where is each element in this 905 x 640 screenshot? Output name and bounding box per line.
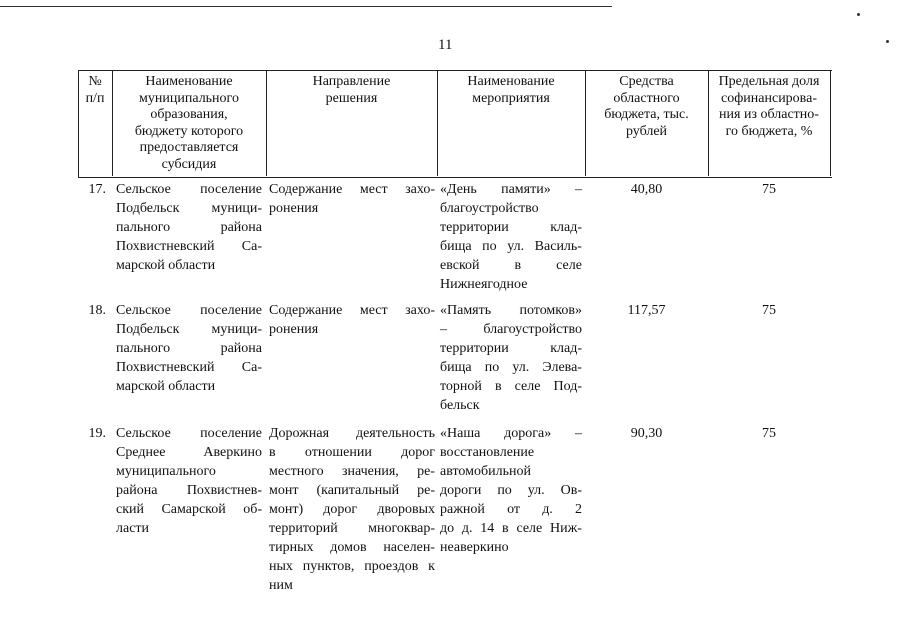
municipality-line-word: поселение bbox=[200, 303, 262, 318]
municipality-line bbox=[116, 301, 262, 320]
direction-line-word: захо- bbox=[405, 303, 435, 318]
event-line-word: по bbox=[497, 483, 512, 498]
event-line-word: Под- bbox=[553, 379, 582, 394]
event-line-word: памяти» bbox=[501, 182, 551, 197]
header-direction: Направление решения bbox=[312, 74, 391, 106]
direction-line bbox=[269, 500, 435, 519]
municipality-line bbox=[116, 500, 262, 519]
municipality-line-word: района bbox=[220, 220, 262, 235]
row-municipality bbox=[116, 180, 262, 275]
municipality-line-word: поселение bbox=[200, 426, 262, 441]
event-line-word: дорога» bbox=[504, 426, 552, 441]
event-line-word: бища bbox=[440, 239, 472, 254]
direction-line-word: отношении bbox=[304, 445, 372, 460]
direction-line-word: мест bbox=[359, 303, 388, 318]
row-share: 75 bbox=[762, 303, 776, 318]
row-municipality bbox=[116, 301, 262, 396]
row-event bbox=[440, 424, 582, 557]
direction-line bbox=[269, 519, 435, 538]
event-line-word: «Память bbox=[440, 303, 492, 318]
direction-line-word: ных bbox=[269, 559, 293, 574]
event-line-word: – bbox=[574, 426, 582, 441]
municipality-line-word: ский bbox=[116, 502, 144, 517]
event-line-word: благоустройство bbox=[483, 322, 582, 337]
direction-line bbox=[269, 180, 435, 199]
municipality-line-word: района bbox=[116, 483, 158, 498]
municipality-line-word: Самарской bbox=[161, 502, 226, 517]
header-event: Наименование мероприятия bbox=[467, 74, 555, 106]
municipality-line-word: Сельское bbox=[116, 426, 171, 441]
event-line-word: евской bbox=[440, 258, 480, 273]
municipality-line bbox=[116, 320, 262, 339]
direction-line-word: местного bbox=[269, 464, 324, 479]
municipality-line: ласти bbox=[116, 521, 150, 536]
event-line-word: Василь- bbox=[534, 239, 582, 254]
row-funds: 40,80 bbox=[630, 182, 663, 197]
row-event bbox=[440, 301, 582, 415]
event-line bbox=[440, 339, 582, 358]
municipality-line-word: пального bbox=[116, 220, 171, 235]
municipality-line bbox=[116, 339, 262, 358]
row-direction bbox=[269, 424, 435, 595]
municipality-line bbox=[116, 358, 262, 377]
municipality-line-word: Среднее bbox=[116, 445, 166, 460]
event-line bbox=[440, 481, 582, 500]
direction-line-word: монт bbox=[269, 483, 299, 498]
municipality-line-word: муници- bbox=[211, 322, 262, 337]
municipality-line: марской области bbox=[116, 258, 216, 273]
direction-line-word: деятельность bbox=[355, 426, 435, 441]
event-line-word: – bbox=[575, 182, 582, 197]
event-line-word: «Наша bbox=[440, 426, 481, 441]
event-line-word: ул. bbox=[512, 360, 530, 375]
event-line-word: Ов- bbox=[560, 483, 582, 498]
event-line-word: селе bbox=[514, 379, 541, 394]
event-line-word: д. bbox=[542, 502, 553, 517]
event-line bbox=[440, 500, 582, 519]
row-funds: 90,30 bbox=[630, 426, 663, 441]
event-line bbox=[440, 358, 582, 377]
event-line bbox=[440, 301, 582, 320]
direction-line-word: пунктов, bbox=[302, 559, 355, 574]
direction-line-word: дорог bbox=[401, 445, 435, 460]
direction-line-word: Дорожная bbox=[269, 426, 330, 441]
page-number: 11 bbox=[438, 37, 453, 53]
column-divider bbox=[830, 70, 831, 176]
direction-line-word: к bbox=[428, 559, 435, 574]
event-line-word: клад- bbox=[550, 341, 582, 356]
municipality-line bbox=[116, 481, 262, 500]
event-line: восстановление bbox=[440, 445, 535, 460]
row-number: 19. bbox=[88, 426, 106, 441]
direction-line-word: захо- bbox=[405, 182, 435, 197]
municipality-line bbox=[116, 199, 262, 218]
row-direction bbox=[269, 301, 435, 339]
event-line-word: 2 bbox=[575, 502, 582, 517]
event-line-word: торной bbox=[440, 379, 482, 394]
event-line-word: ул. bbox=[527, 483, 545, 498]
direction-line-word: ре- bbox=[417, 483, 435, 498]
municipality-line-word: Са- bbox=[241, 239, 262, 254]
event-line-word: территории bbox=[440, 220, 509, 235]
municipality-line-word: Похвистневский bbox=[116, 360, 215, 375]
direction-line bbox=[269, 443, 435, 462]
direction-line bbox=[269, 462, 435, 481]
event-line bbox=[440, 320, 582, 339]
scan-speck bbox=[857, 13, 860, 16]
direction-line: ним bbox=[269, 578, 293, 593]
event-line-word: д. bbox=[461, 521, 473, 536]
row-municipality bbox=[116, 424, 262, 538]
row-number: 17. bbox=[88, 182, 106, 197]
event-line: благоустройство bbox=[440, 201, 539, 216]
event-line-word: ул. bbox=[507, 239, 525, 254]
event-line bbox=[440, 424, 582, 443]
direction-line-word: проездов bbox=[364, 559, 419, 574]
municipality-line-word: Похвистнев- bbox=[186, 483, 262, 498]
municipality-line-word: Подбельск bbox=[116, 322, 180, 337]
direction-line bbox=[269, 424, 435, 443]
direction-line-word: дорог bbox=[323, 502, 358, 517]
event-line-word: бища bbox=[440, 360, 472, 375]
event-line bbox=[440, 180, 582, 199]
event-line-word: «День bbox=[440, 182, 477, 197]
direction-line-word: многоквар- bbox=[368, 521, 435, 536]
direction-line-word: тирных bbox=[269, 540, 314, 555]
header-municipality: Наименование муниципального образования, бюджету которого предоставляется субсидия bbox=[134, 74, 244, 172]
municipality-line-word: пального bbox=[116, 341, 171, 356]
direction-line: ронения bbox=[269, 322, 319, 337]
direction-line-word: Содержание bbox=[269, 182, 343, 197]
municipality-line-word: Аверкино bbox=[203, 445, 262, 460]
event-line bbox=[440, 377, 582, 396]
direction-line-word: Содержание bbox=[269, 303, 343, 318]
header-share: Предельная доля софинансирова- ния из областно- го бюджета, % bbox=[718, 74, 820, 139]
direction-line-word: (капитальный bbox=[316, 483, 400, 498]
direction-line-word: мест bbox=[359, 182, 388, 197]
municipality-line-word: района bbox=[220, 341, 262, 356]
header-number: № п/п bbox=[85, 74, 105, 106]
direction-line bbox=[269, 481, 435, 500]
event-line-word: клад- bbox=[550, 220, 582, 235]
row-share: 75 bbox=[762, 426, 776, 441]
event-line-word: в bbox=[514, 258, 522, 273]
event-line-word: ражной bbox=[440, 502, 485, 517]
direction-line bbox=[269, 538, 435, 557]
direction-line bbox=[269, 557, 435, 576]
municipality-line-word: Сельское bbox=[116, 303, 171, 318]
direction-line: ронения bbox=[269, 201, 319, 216]
top-rule bbox=[0, 6, 612, 7]
direction-line-word: дворовых bbox=[377, 502, 435, 517]
event-line bbox=[440, 237, 582, 256]
direction-line-word: территорий bbox=[269, 521, 338, 536]
event-line-word: территории bbox=[440, 341, 509, 356]
event-line bbox=[440, 218, 582, 237]
scan-speck bbox=[886, 40, 889, 43]
event-line: бельск bbox=[440, 398, 480, 413]
event-line-word: потомков» bbox=[519, 303, 582, 318]
header-funds: Средства областного бюджета, тыс. рублей bbox=[604, 74, 689, 139]
municipality-line: марской области bbox=[116, 379, 216, 394]
event-line-word: Элева- bbox=[542, 360, 582, 375]
direction-line-word: населен- bbox=[383, 540, 435, 555]
event-line bbox=[440, 519, 582, 538]
event-line-word: в bbox=[502, 521, 509, 536]
event-line: автомобильной bbox=[440, 464, 531, 479]
direction-line-word: монт) bbox=[269, 502, 304, 517]
row-event bbox=[440, 180, 582, 294]
row-share: 75 bbox=[762, 182, 776, 197]
municipality-line-word: поселение bbox=[200, 182, 262, 197]
municipality-line bbox=[116, 424, 262, 443]
event-line: Нижнеягодное bbox=[440, 277, 528, 292]
municipality-line bbox=[116, 218, 262, 237]
row-direction bbox=[269, 180, 435, 218]
municipality-line-word: об- bbox=[243, 502, 262, 517]
event-line-word: в bbox=[494, 379, 502, 394]
municipality-line bbox=[116, 443, 262, 462]
direction-line-word: ре- bbox=[417, 464, 435, 479]
event-line-word: Ниж- bbox=[550, 521, 582, 536]
municipality-line-word: Подбельск bbox=[116, 201, 180, 216]
direction-line-word: значения, bbox=[341, 464, 399, 479]
direction-line-word: в bbox=[269, 445, 276, 460]
direction-line bbox=[269, 301, 435, 320]
event-line-word: до bbox=[440, 521, 455, 536]
municipality-line-word: Са- bbox=[241, 360, 262, 375]
event-line: неаверкино bbox=[440, 540, 509, 555]
event-line-word: от bbox=[507, 502, 520, 517]
direction-line-word: домов bbox=[330, 540, 367, 555]
row-funds: 117,57 bbox=[627, 303, 666, 318]
event-line-word: дороги bbox=[440, 483, 482, 498]
event-line-word: по bbox=[482, 239, 497, 254]
event-line bbox=[440, 256, 582, 275]
event-line-word: – bbox=[440, 322, 447, 337]
event-line-word: по bbox=[484, 360, 500, 375]
event-line-word: селе bbox=[516, 521, 543, 536]
municipality-line-word: Похвистневский bbox=[116, 239, 215, 254]
municipality-line: муниципального bbox=[116, 464, 216, 479]
event-line-word: 14 bbox=[480, 521, 495, 536]
municipality-line bbox=[116, 237, 262, 256]
municipality-line-word: Сельское bbox=[116, 182, 171, 197]
municipality-line bbox=[116, 180, 262, 199]
event-line-word: селе bbox=[556, 258, 582, 273]
row-number: 18. bbox=[88, 303, 106, 318]
municipality-line-word: муници- bbox=[211, 201, 262, 216]
